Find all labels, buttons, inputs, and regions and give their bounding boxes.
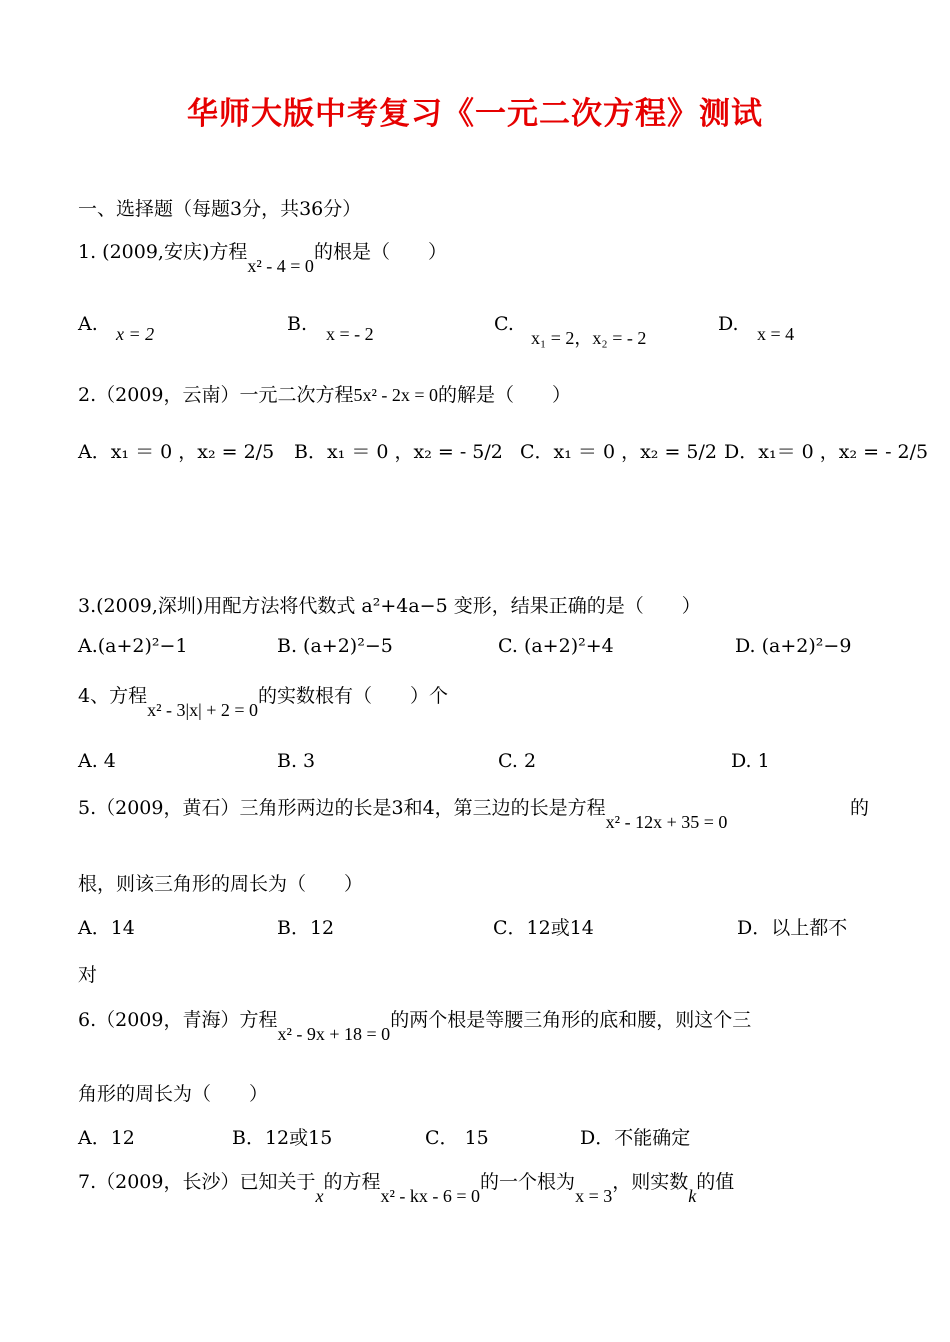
question-7-k: k [688, 1186, 697, 1206]
q1-option-c-label: C. [494, 313, 514, 335]
question-5-line2: 根，则该三角形的周长为（ ） [78, 873, 364, 895]
q3-option-c: C. (a+2)²+4 [498, 635, 614, 657]
q2-option-d: D．x₁＝ 0 ，x₂ = - 2/5 [724, 441, 929, 463]
question-7-stem: 7.（2009，长沙）已知关于 [78, 1171, 316, 1193]
q4-option-a: A. 4 [78, 750, 116, 772]
q5-option-b: B．12 [277, 917, 335, 939]
q3-option-d: D. (a+2)²−9 [735, 635, 852, 657]
question-4-stem: 4、方程 [78, 685, 148, 707]
question-1-tail: 的根是（ ） [313, 241, 447, 263]
question-4-tail: 的实数根有（ ）个 [258, 685, 449, 707]
q5-option-d-wrap: 对 [78, 964, 98, 986]
question-5-equation: x² - 12x + 35 = 0 [605, 812, 728, 832]
question-7-var: x [315, 1186, 324, 1206]
page-title: 华师大版中考复习《一元二次方程》测试 [187, 96, 763, 132]
question-7-mid3: ，则实数 [612, 1171, 689, 1193]
q6-option-c: C． 15 [425, 1127, 489, 1149]
question-7-root: x = 3 [575, 1186, 613, 1206]
q1-option-a-label: A. [78, 313, 98, 335]
question-2-stem: 2.（2009，云南）一元二次方程 [78, 384, 354, 406]
q1-option-b-label: B. [287, 313, 308, 335]
question-7-mid: 的方程 [323, 1171, 381, 1193]
q4-option-b: B. 3 [277, 750, 316, 772]
question-5-tail: 的 [850, 797, 870, 819]
q4-option-c: C. 2 [498, 750, 537, 772]
q1-option-d-label: D. [718, 313, 739, 335]
question-2 [78, 380, 571, 407]
question-4 [78, 681, 449, 720]
q2-option-b: B．x₁ ＝ 0 ，x₂ = - 5/2 [294, 441, 503, 463]
question-3: 3.(2009,深圳)用配方法将代数式 a²+4a−5 变形，结果正确的是（ ） [78, 595, 701, 617]
question-2-tail: 的解是（ ） [438, 384, 572, 406]
question-7-tail: 的值 [696, 1171, 735, 1193]
question-7-mid2: 的一个根为 [480, 1171, 576, 1193]
question-5-stem: 5.（2009，黄石）三角形两边的长是3和4，第三边的长是方程 [78, 797, 606, 819]
question-6-stem: 6.（2009，青海）方程 [78, 1009, 278, 1031]
question-1-stem: 1. (2009,安庆)方程 [78, 241, 248, 263]
question-1 [78, 237, 447, 276]
question-6-line2: 角形的周长为（ ） [78, 1083, 269, 1105]
q4-option-d: D. 1 [731, 750, 770, 772]
q1-option-b: x = - 2 [326, 324, 374, 344]
q5-option-a: A．14 [78, 917, 135, 939]
question-2-equation: 5x² - 2x = 0 [353, 385, 439, 405]
q6-option-d: D．不能确定 [580, 1127, 691, 1149]
q2-option-a: A．x₁ ＝ 0 ，x₂ = 2/5 [78, 441, 275, 463]
question-7 [78, 1167, 735, 1206]
question-6-tail: 的两个根是等腰三角形的底和腰，则这个三 [390, 1009, 752, 1031]
q5-option-d: D．以上都不 [737, 917, 848, 939]
q2-option-c: C．x₁ ＝ 0 ，x₂ = 5/2 [520, 441, 717, 463]
question-1-equation: x² - 4 = 0 [247, 256, 314, 276]
q1-option-d: x = 4 [757, 324, 795, 344]
question-7-equation: x² - kx - 6 = 0 [380, 1186, 481, 1206]
question-6 [78, 1005, 752, 1044]
q1-option-a: x = 2 [116, 324, 155, 344]
q3-option-b: B. (a+2)²−5 [277, 635, 393, 657]
question-4-equation: x² - 3|x| + 2 = 0 [147, 700, 258, 720]
q1-option-c: x₁ = 2，x₂ = - 2 [531, 328, 647, 348]
q6-option-a: A．12 [78, 1127, 135, 1149]
section-title: 一、选择题（每题3分，共36分） [78, 198, 362, 220]
q3-option-a: A.(a+2)²−1 [78, 635, 188, 657]
q6-option-b: B．12或15 [232, 1127, 333, 1149]
question-5 [78, 793, 728, 832]
question-6-equation: x² - 9x + 18 = 0 [277, 1024, 391, 1044]
q5-option-c: C．12或14 [493, 917, 594, 939]
